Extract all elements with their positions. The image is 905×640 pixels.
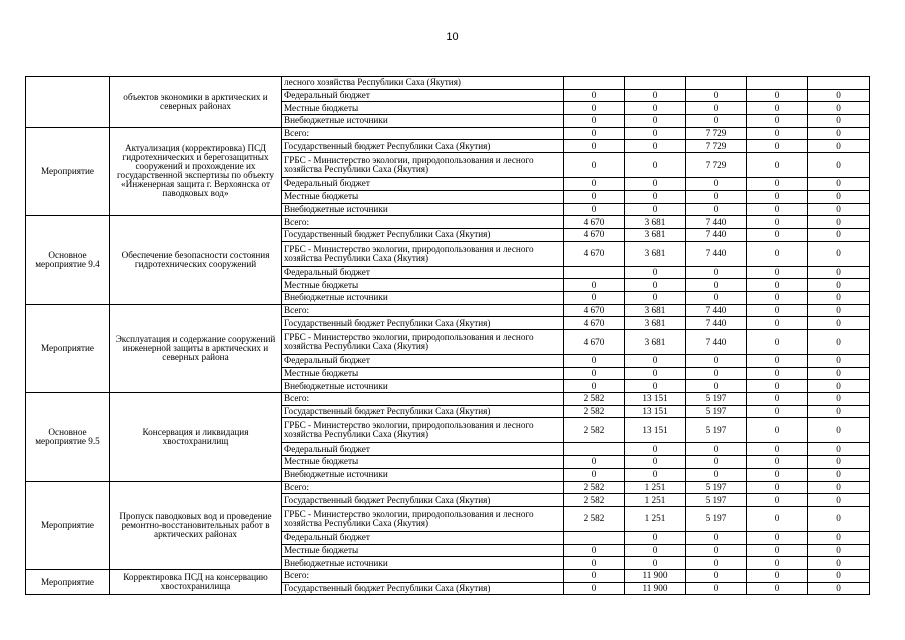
amount-cell: 0: [747, 456, 808, 469]
amount-cell: 7 440: [686, 241, 747, 266]
funding-source-cell: Всего:: [282, 569, 564, 582]
amount-cell: 0: [747, 443, 808, 456]
amount-cell: 5 197: [686, 393, 747, 406]
amount-cell: 3 681: [625, 228, 686, 241]
funding-source-cell: Всего:: [282, 216, 564, 229]
funding-source-cell: Местные бюджеты: [282, 367, 564, 380]
amount-cell: 0: [808, 153, 870, 178]
amount-cell: 0: [747, 304, 808, 317]
amount-cell: 0: [564, 582, 625, 595]
amount-cell: 0: [808, 102, 870, 115]
amount-cell: [564, 266, 625, 279]
amount-cell: [808, 77, 870, 90]
amount-cell: 1 251: [625, 494, 686, 507]
amount-cell: 0: [625, 291, 686, 304]
funding-source-cell: ГРБС - Министерство экологии, природопользования и лесного хозяйства Республики Саха (Якутия): [282, 241, 564, 266]
amount-cell: 7 440: [686, 317, 747, 330]
amount-cell: 0: [564, 89, 625, 102]
amount-cell: 0: [747, 190, 808, 203]
amount-cell: 3 681: [625, 330, 686, 355]
amount-cell: 0: [625, 266, 686, 279]
amount-cell: 0: [625, 544, 686, 557]
amount-cell: 0: [686, 355, 747, 368]
amount-cell: 0: [625, 531, 686, 544]
activity-name-cell: Консервация и ликвидация хвостохранилищ: [110, 393, 282, 481]
funding-source-cell: ГРБС - Министерство экологии, природопользования и лесного хозяйства Республики Саха (Якутия): [282, 418, 564, 443]
amount-cell: 0: [747, 380, 808, 393]
amount-cell: 0: [747, 582, 808, 595]
amount-cell: 0: [747, 494, 808, 507]
amount-cell: 0: [747, 330, 808, 355]
funding-source-cell: Внебюджетные источники: [282, 468, 564, 481]
amount-cell: 5 197: [686, 506, 747, 531]
amount-cell: 0: [808, 304, 870, 317]
amount-cell: 0: [625, 115, 686, 128]
amount-cell: 1 251: [625, 481, 686, 494]
amount-cell: 4 670: [564, 228, 625, 241]
funding-source-cell: Государственный бюджет Республики Саха (Якутия): [282, 405, 564, 418]
amount-cell: 4 670: [564, 317, 625, 330]
activity-name-cell: Эксплуатация и содержание сооружений инженерной защиты в арктических и северных района: [110, 304, 282, 392]
amount-cell: 0: [564, 153, 625, 178]
amount-cell: 0: [625, 127, 686, 140]
amount-cell: 0: [564, 115, 625, 128]
funding-source-cell: Внебюджетные источники: [282, 380, 564, 393]
amount-cell: 0: [625, 367, 686, 380]
table-row: [26, 569, 870, 582]
activity-type-cell: Мероприятие: [26, 304, 110, 392]
amount-cell: 13 151: [625, 405, 686, 418]
amount-cell: 0: [808, 355, 870, 368]
amount-cell: 0: [686, 531, 747, 544]
amount-cell: [747, 77, 808, 90]
amount-cell: 0: [686, 468, 747, 481]
amount-cell: 0: [808, 506, 870, 531]
amount-cell: 0: [747, 418, 808, 443]
amount-cell: 0: [747, 481, 808, 494]
amount-cell: 1 251: [625, 506, 686, 531]
amount-cell: 2 582: [564, 494, 625, 507]
amount-cell: 0: [808, 481, 870, 494]
activity-name-cell: объектов экономики в арктических и северных районах: [110, 77, 282, 128]
amount-cell: 0: [808, 405, 870, 418]
amount-cell: 0: [686, 266, 747, 279]
table-row: [26, 304, 870, 317]
funding-source-cell: Местные бюджеты: [282, 279, 564, 292]
funding-source-cell: Федеральный бюджет: [282, 355, 564, 368]
amount-cell: 3 681: [625, 304, 686, 317]
amount-cell: 0: [808, 456, 870, 469]
amount-cell: 0: [808, 291, 870, 304]
funding-source-cell: Государственный бюджет Республики Саха (Якутия): [282, 317, 564, 330]
amount-cell: 13 151: [625, 418, 686, 443]
amount-cell: 0: [808, 557, 870, 570]
funding-source-cell: Местные бюджеты: [282, 456, 564, 469]
amount-cell: 7 440: [686, 228, 747, 241]
amount-cell: 0: [564, 291, 625, 304]
amount-cell: 0: [747, 569, 808, 582]
amount-cell: 0: [686, 557, 747, 570]
funding-source-cell: Местные бюджеты: [282, 102, 564, 115]
amount-cell: [686, 77, 747, 90]
amount-cell: 0: [747, 557, 808, 570]
activity-type-cell: Мероприятие: [26, 481, 110, 569]
amount-cell: 0: [747, 506, 808, 531]
amount-cell: 0: [747, 405, 808, 418]
funding-source-cell: Внебюджетные источники: [282, 557, 564, 570]
funding-source-cell: Внебюджетные источники: [282, 291, 564, 304]
funding-source-cell: Федеральный бюджет: [282, 89, 564, 102]
amount-cell: 5 197: [686, 418, 747, 443]
amount-cell: 0: [808, 89, 870, 102]
amount-cell: 0: [808, 190, 870, 203]
activity-type-cell: Мероприятие: [26, 127, 110, 215]
amount-cell: 0: [625, 557, 686, 570]
funding-table: [25, 76, 870, 595]
funding-source-cell: Федеральный бюджет: [282, 266, 564, 279]
amount-cell: 0: [808, 367, 870, 380]
amount-cell: 0: [564, 468, 625, 481]
funding-source-cell: Государственный бюджет Республики Саха (Якутия): [282, 140, 564, 153]
funding-source-cell: Всего:: [282, 481, 564, 494]
funding-table-body: [26, 77, 870, 595]
table-row: [26, 77, 870, 90]
amount-cell: 0: [564, 127, 625, 140]
amount-cell: 0: [564, 140, 625, 153]
amount-cell: 4 670: [564, 330, 625, 355]
amount-cell: 7 729: [686, 127, 747, 140]
amount-cell: [625, 77, 686, 90]
amount-cell: 0: [564, 569, 625, 582]
table-row: [26, 393, 870, 406]
amount-cell: 0: [686, 89, 747, 102]
funding-source-cell: Внебюджетные источники: [282, 203, 564, 216]
amount-cell: 0: [686, 279, 747, 292]
amount-cell: 2 582: [564, 506, 625, 531]
amount-cell: 0: [686, 569, 747, 582]
amount-cell: 7 440: [686, 216, 747, 229]
page-number: 10: [446, 31, 459, 43]
funding-source-cell: Местные бюджеты: [282, 190, 564, 203]
amount-cell: 0: [808, 330, 870, 355]
amount-cell: 5 197: [686, 405, 747, 418]
amount-cell: 0: [686, 291, 747, 304]
amount-cell: 0: [808, 115, 870, 128]
amount-cell: 7 440: [686, 304, 747, 317]
amount-cell: 0: [747, 544, 808, 557]
amount-cell: 4 670: [564, 241, 625, 266]
amount-cell: 0: [625, 443, 686, 456]
amount-cell: 2 582: [564, 481, 625, 494]
amount-cell: 0: [808, 140, 870, 153]
activity-type-cell: Основное мероприятие 9.4: [26, 216, 110, 304]
amount-cell: 2 582: [564, 405, 625, 418]
amount-cell: 0: [625, 279, 686, 292]
amount-cell: 5 197: [686, 494, 747, 507]
amount-cell: 0: [747, 140, 808, 153]
amount-cell: 0: [808, 216, 870, 229]
amount-cell: 0: [625, 380, 686, 393]
amount-cell: 5 197: [686, 481, 747, 494]
activity-type-cell: Мероприятие: [26, 569, 110, 594]
amount-cell: 0: [564, 178, 625, 191]
amount-cell: 7 729: [686, 140, 747, 153]
amount-cell: 0: [747, 291, 808, 304]
table-row: [26, 481, 870, 494]
amount-cell: 0: [808, 279, 870, 292]
amount-cell: 0: [747, 393, 808, 406]
activity-name-cell: Актуализация (корректировка) ПСД гидротехнических и берегозащитных сооружений и прохождение их государственной экспертизы по объекту «Инженерная защита г. Верхоянска от паводковых вод»: [110, 127, 282, 215]
amount-cell: 11 900: [625, 582, 686, 595]
amount-cell: 0: [747, 317, 808, 330]
activity-name-cell: Корректировка ПСД на консервацию хвостохранилища: [110, 569, 282, 594]
amount-cell: 0: [625, 102, 686, 115]
amount-cell: 0: [747, 355, 808, 368]
amount-cell: 0: [747, 266, 808, 279]
amount-cell: 0: [808, 531, 870, 544]
table-row: [26, 127, 870, 140]
amount-cell: 0: [625, 140, 686, 153]
amount-cell: 0: [808, 418, 870, 443]
amount-cell: 0: [808, 468, 870, 481]
amount-cell: 0: [808, 393, 870, 406]
activity-name-cell: Пропуск паводковых вод и проведение ремонтно-восстановительных работ в арктических районах: [110, 481, 282, 569]
funding-source-cell: Государственный бюджет Республики Саха (Якутия): [282, 582, 564, 595]
funding-source-cell: ГРБС - Министерство экологии, природопользования и лесного хозяйства Республики Саха (Якутия): [282, 330, 564, 355]
funding-source-cell: Внебюджетные источники: [282, 115, 564, 128]
amount-cell: 0: [808, 228, 870, 241]
amount-cell: 0: [686, 178, 747, 191]
amount-cell: 2 582: [564, 418, 625, 443]
amount-cell: 0: [686, 456, 747, 469]
amount-cell: 0: [686, 102, 747, 115]
amount-cell: 0: [808, 544, 870, 557]
funding-source-cell: Местные бюджеты: [282, 544, 564, 557]
amount-cell: 0: [808, 494, 870, 507]
funding-source-cell: лесного хозяйства Республики Саха (Якутия): [282, 77, 564, 90]
funding-source-cell: Всего:: [282, 304, 564, 317]
amount-cell: 0: [747, 216, 808, 229]
funding-source-cell: Всего:: [282, 393, 564, 406]
amount-cell: 0: [747, 203, 808, 216]
amount-cell: [564, 443, 625, 456]
amount-cell: 0: [686, 115, 747, 128]
amount-cell: 0: [808, 241, 870, 266]
amount-cell: 3 681: [625, 241, 686, 266]
amount-cell: 0: [808, 203, 870, 216]
amount-cell: 7 440: [686, 330, 747, 355]
amount-cell: 0: [686, 367, 747, 380]
funding-source-cell: Государственный бюджет Республики Саха (Якутия): [282, 228, 564, 241]
amount-cell: 11 900: [625, 569, 686, 582]
activity-type-cell: [26, 77, 110, 128]
amount-cell: 0: [564, 367, 625, 380]
amount-cell: 0: [625, 89, 686, 102]
amount-cell: 0: [686, 544, 747, 557]
amount-cell: 0: [686, 443, 747, 456]
funding-source-cell: ГРБС - Министерство экологии, природопользования и лесного хозяйства Республики Саха (Якутия): [282, 153, 564, 178]
funding-source-cell: Федеральный бюджет: [282, 178, 564, 191]
amount-cell: 0: [747, 127, 808, 140]
amount-cell: 0: [564, 190, 625, 203]
activity-type-cell: Основное мероприятие 9.5: [26, 393, 110, 481]
amount-cell: 0: [747, 468, 808, 481]
amount-cell: 0: [625, 468, 686, 481]
amount-cell: 0: [747, 102, 808, 115]
amount-cell: 0: [564, 102, 625, 115]
amount-cell: 0: [808, 266, 870, 279]
amount-cell: 0: [564, 380, 625, 393]
amount-cell: 0: [808, 569, 870, 582]
amount-cell: 0: [564, 203, 625, 216]
activity-name-cell: Обеспечение безопасности состояния гидротехнических сооружений: [110, 216, 282, 304]
amount-cell: 0: [625, 203, 686, 216]
funding-source-cell: Всего:: [282, 127, 564, 140]
amount-cell: 0: [564, 544, 625, 557]
amount-cell: 0: [686, 190, 747, 203]
amount-cell: 0: [808, 178, 870, 191]
amount-cell: [564, 531, 625, 544]
amount-cell: 0: [747, 89, 808, 102]
amount-cell: 4 670: [564, 304, 625, 317]
amount-cell: 0: [564, 456, 625, 469]
amount-cell: 0: [747, 531, 808, 544]
amount-cell: 4 670: [564, 216, 625, 229]
funding-source-cell: Государственный бюджет Республики Саха (Якутия): [282, 494, 564, 507]
amount-cell: 0: [625, 178, 686, 191]
amount-cell: 0: [747, 228, 808, 241]
amount-cell: 0: [808, 582, 870, 595]
amount-cell: 7 729: [686, 153, 747, 178]
amount-cell: 0: [686, 380, 747, 393]
funding-source-cell: ГРБС - Министерство экологии, природопользования и лесного хозяйства Республики Саха (Якутия): [282, 506, 564, 531]
amount-cell: 13 151: [625, 393, 686, 406]
amount-cell: 0: [564, 355, 625, 368]
amount-cell: 0: [747, 279, 808, 292]
amount-cell: 0: [747, 153, 808, 178]
amount-cell: 0: [564, 279, 625, 292]
amount-cell: 0: [625, 153, 686, 178]
amount-cell: 0: [686, 203, 747, 216]
amount-cell: 3 681: [625, 317, 686, 330]
amount-cell: 0: [747, 115, 808, 128]
amount-cell: 0: [747, 241, 808, 266]
amount-cell: 0: [808, 380, 870, 393]
amount-cell: 2 582: [564, 393, 625, 406]
amount-cell: 0: [808, 443, 870, 456]
amount-cell: 0: [564, 557, 625, 570]
table-row: [26, 216, 870, 229]
funding-source-cell: Федеральный бюджет: [282, 531, 564, 544]
amount-cell: 0: [625, 355, 686, 368]
funding-source-cell: Федеральный бюджет: [282, 443, 564, 456]
amount-cell: 0: [747, 367, 808, 380]
amount-cell: 0: [625, 456, 686, 469]
amount-cell: 3 681: [625, 216, 686, 229]
amount-cell: 0: [808, 317, 870, 330]
amount-cell: 0: [625, 190, 686, 203]
amount-cell: 0: [808, 127, 870, 140]
amount-cell: [564, 77, 625, 90]
amount-cell: 0: [747, 178, 808, 191]
amount-cell: 0: [686, 582, 747, 595]
